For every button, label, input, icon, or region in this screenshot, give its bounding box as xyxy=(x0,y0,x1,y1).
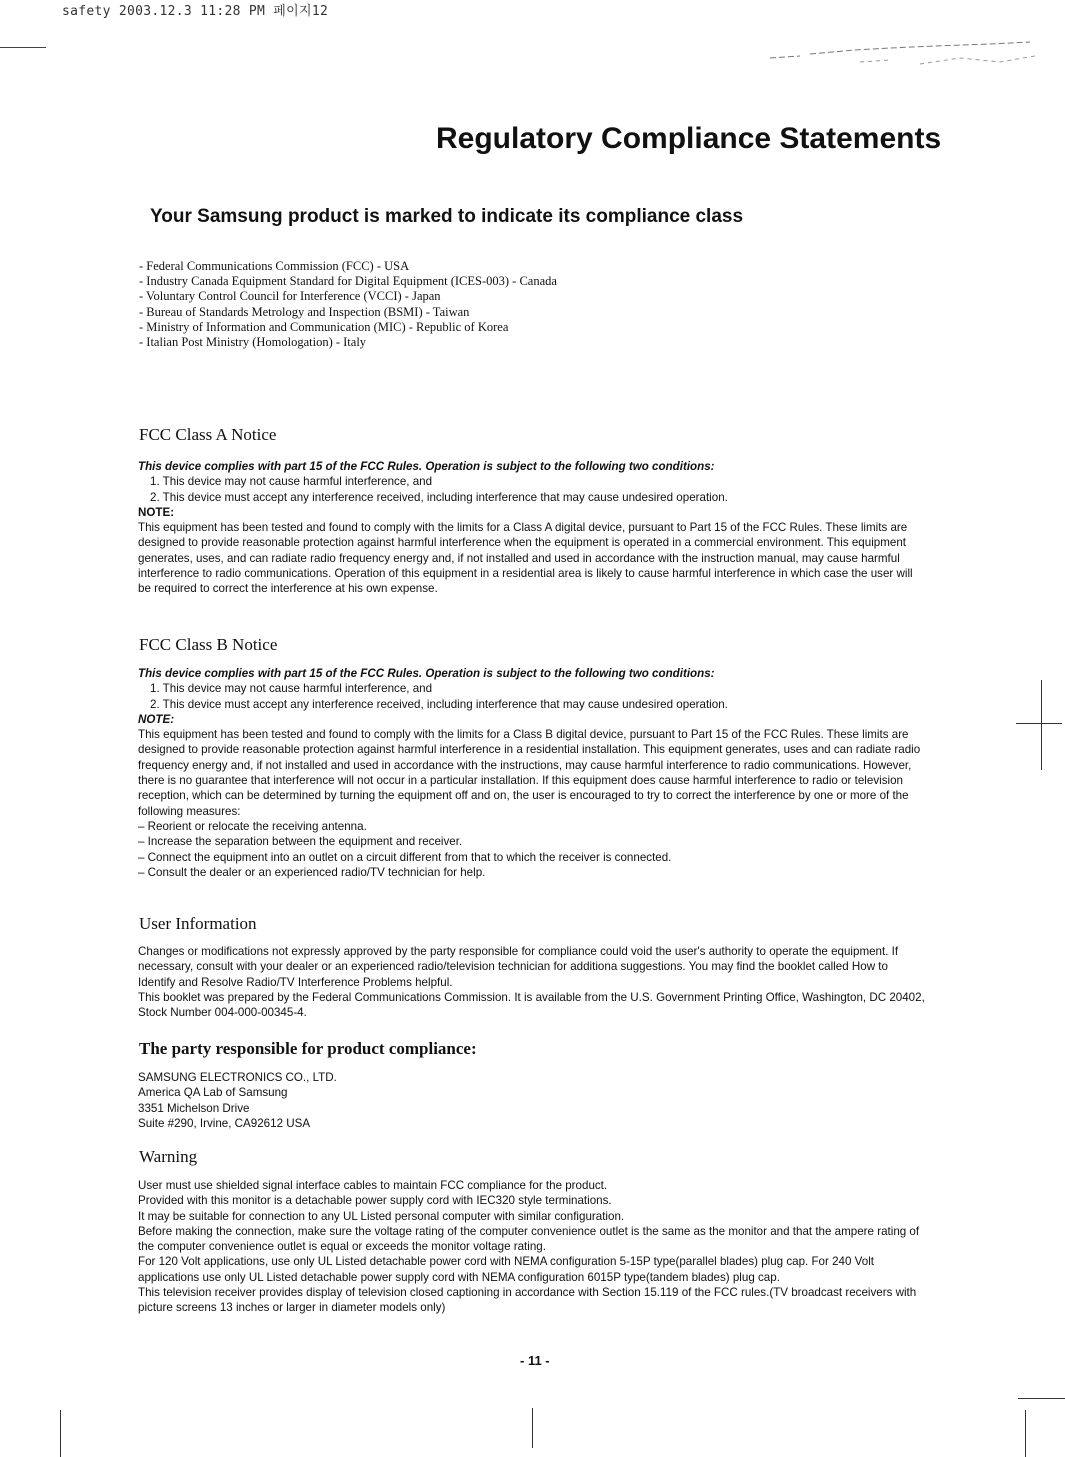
user-information-heading: User Information xyxy=(139,914,257,933)
list-item: – Consult the dealer or an experienced radio/TV technician for help. xyxy=(138,865,486,879)
crop-mark-top-left xyxy=(0,47,46,48)
list-item: – Connect the equipment into an outlet on a circuit different from that to which the receiver is connected. xyxy=(138,850,672,864)
warning-line: This television receiver provides display of television closed captioning in accordance with Section 15.119 of the FCC rules.(TV broadcast receivers with picture screens 13 inches or larger in diameter models only) xyxy=(138,1286,917,1315)
crop-mark-right-vertical xyxy=(1041,680,1042,770)
fcc-class-b-body xyxy=(138,666,928,880)
user-information-body xyxy=(138,944,928,1020)
conditions-intro: This device complies with part 15 of the FCC Rules. Operation is subject to the following two conditions: xyxy=(138,460,715,473)
note-text: This equipment has been tested and found to comply with the limits for a Class A digital device, pursuant to Part 15 of the FCC Rules. These limits are designed to provide reasonable protection against harmful interference when the equipment is operated in a commercial environment. This equipment generates, uses, and can radiate radio frequency energy and, if not installed and used in accordance with the instruction manual, may cause harmful interference to radio communications. Operation of this equipment in a residential area is likely to cause harmful interference in which case the user will be required to correct the interference at his own expense. xyxy=(138,521,913,596)
warning-line: It may be suitable for connection to any UL Listed personal computer with similar configuration. xyxy=(138,1209,625,1223)
address-line: Suite #290, Irvine, CA92612 USA xyxy=(138,1116,311,1130)
crop-mark-bottom-right xyxy=(1025,1410,1026,1457)
address-line: SAMSUNG ELECTRONICS CO., LTD. xyxy=(138,1071,337,1084)
address-line: America QA Lab of Samsung xyxy=(138,1086,288,1100)
list-item: – Increase the separation between the equipment and receiver. xyxy=(138,835,463,849)
list-item: - Bureau of Standards Metrology and Inspection (BSMI) - Taiwan xyxy=(139,304,470,319)
crop-mark-bottom-right-rule xyxy=(1018,1398,1065,1399)
warning-body xyxy=(138,1178,928,1316)
conditions-intro: This device complies with part 15 of the FCC Rules. Operation is subject to the following two conditions: xyxy=(138,667,715,680)
page-number: - 11 - xyxy=(520,1353,550,1368)
warning-line: For 120 Volt applications, use only UL Listed detachable power cord with NEMA configuration 5-15P type(parallel blades) plug cap. For 240 Volt applications use only UL Listed detachable power supply cord with NEMA configuration 6015P type(tandem blades) plug cap. xyxy=(138,1255,874,1284)
user-info-paragraph: Changes or modifications not expressly approved by the party responsible for compliance could void the user's authority to operate the equipment. If necessary, consult with your dealer or an experienced radio/television technician for additiona suggestions. You may find the booklet called How to Identify and Resolve Radio/TV Interference Problems helpful. xyxy=(138,945,899,989)
list-item: - Federal Communications Commission (FCC) - USA xyxy=(139,259,410,273)
list-item: - Ministry of Information and Communication (MIC) - Republic of Korea xyxy=(139,319,509,334)
fcc-class-a-body xyxy=(138,459,928,597)
crop-mark-right-horizontal xyxy=(1016,723,1062,724)
agency-list xyxy=(139,259,557,350)
condition-1: 1. This device may not cause harmful interference, and xyxy=(150,475,433,489)
condition-1: 1. This device may not cause harmful interference, and xyxy=(150,682,433,696)
print-header-stamp: safety 2003.12.3 11:28 PM 페이지12 xyxy=(62,4,329,19)
list-item: - Voluntary Control Council for Interference (VCCI) - Japan xyxy=(139,289,441,304)
note-label: NOTE: xyxy=(138,712,175,726)
warning-line: Provided with this monitor is a detachable power supply cord with IEC320 style terminations. xyxy=(138,1194,612,1208)
warning-line: Before making the connection, make sure the voltage rating of the computer convenience outlet is the same as the monitor and that the ampere rating of the computer convenience outlet is equal or exceeds the monitor voltage rating. xyxy=(138,1224,920,1254)
crop-mark-bottom-left xyxy=(60,1410,61,1457)
address-line: 3351 Michelson Drive xyxy=(138,1101,250,1115)
note-label: NOTE: xyxy=(138,505,175,519)
responsible-party-heading: The party responsible for product compliance: xyxy=(139,1039,477,1058)
warning-heading: Warning xyxy=(139,1147,198,1166)
list-item: – Reorient or relocate the receiving antenna. xyxy=(138,819,367,833)
condition-2: 2. This device must accept any interference received, including interference that may cause undesired operation. xyxy=(150,697,728,711)
warning-line: User must use shielded signal interface cables to maintain FCC compliance for the product. xyxy=(138,1179,608,1192)
crop-mark-bottom-center xyxy=(532,1408,533,1448)
scan-artifact-scribble xyxy=(760,40,1045,68)
user-info-paragraph: This booklet was prepared by the Federal Communications Commission. It is available from the U.S. Government Printing Office, Washington, DC 20402, Stock Number 004-000-00345-4. xyxy=(138,990,925,1020)
list-item: - Italian Post Ministry (Homologation) - Italy xyxy=(139,335,367,350)
compliance-subtitle: Your Samsung product is marked to indicate its compliance class xyxy=(150,206,744,227)
list-item: - Industry Canada Equipment Standard for Digital Equipment (ICES-003) - Canada xyxy=(139,274,557,289)
fcc-class-a-heading: FCC Class A Notice xyxy=(139,425,277,444)
responsible-party-address xyxy=(138,1070,928,1131)
note-text: This equipment has been tested and found to comply with the limits for a Class B digital device, pursuant to Part 15 of the FCC Rules. These limits are designed to provide reasonable protection against harmful interference in a residential installation. This equipment generates, uses and can radiate radio frequency energy and, if not installed and used in accordance with the instructions, may cause harmful interference to radio communications. However, there is no guarantee that interference will not occur in a particular installation. If this equipment does cause harmful interference to radio or television reception, which can be determined by turning the equipment off and on, the user is encouraged to try to correct the interference by one or more of the following measures: xyxy=(138,728,921,818)
fcc-class-b-heading: FCC Class B Notice xyxy=(139,635,278,654)
page-title: Regulatory Compliance Statements xyxy=(436,122,942,155)
condition-2: 2. This device must accept any interference received, including interference that may cause undesired operation. xyxy=(150,490,728,504)
